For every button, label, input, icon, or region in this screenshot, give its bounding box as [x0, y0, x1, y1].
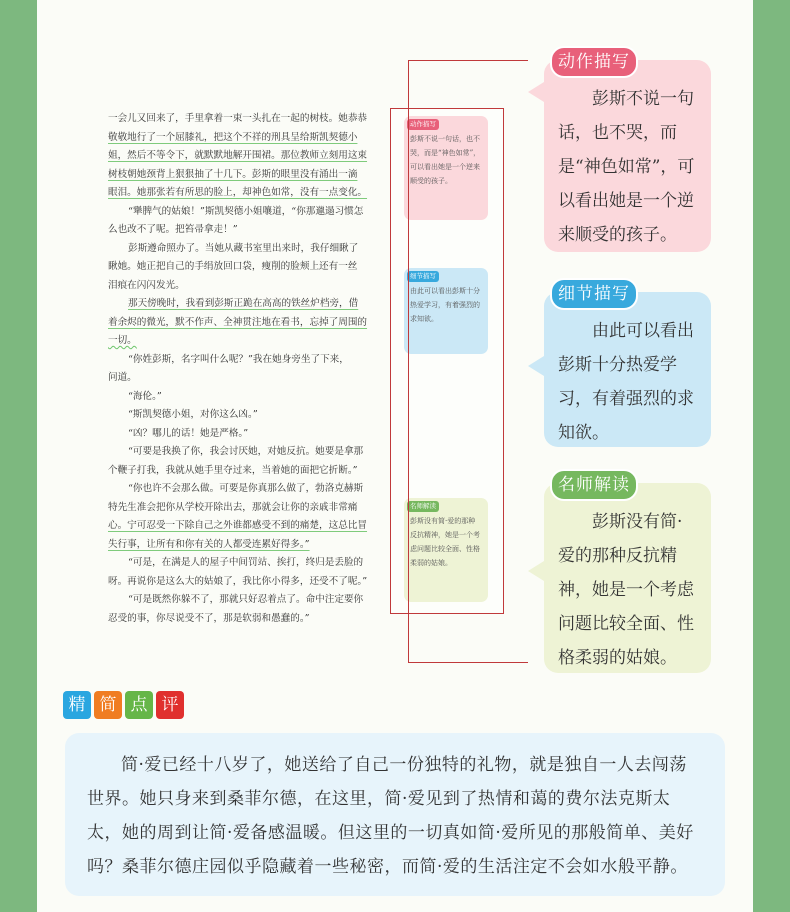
callout-text: 由此可以看出彭斯十分热爱学习，有着强烈的求知欲。 [558, 321, 694, 443]
review-header-char: 点 [125, 691, 153, 719]
text-line: 那天傍晚时，我看到彭斯正跪在高高的铁丝炉档旁，借 [128, 298, 359, 309]
text-line: “你姓彭斯，名字叫什么呢？”我在她身旁坐了下来， [128, 353, 349, 365]
text-line: 呀。再说你是这么大的姑娘了，我比你小得多，还受不了呢。” [108, 575, 368, 587]
text-line: 泪痕在闪闪发光。 [108, 279, 185, 291]
callout-teacher [544, 475, 711, 673]
text-line: 特先生准会把你从学校开除出去，那就会让你的亲戚非常痛 [108, 501, 358, 513]
text-line: 眼泪。她那张若有所思的脸上，却神色如常，没有一点变化。 [108, 187, 368, 198]
text-line: 么也改不了呢。把笞帚拿走！” [108, 224, 238, 235]
text-line: “海伦。” [128, 390, 162, 402]
callout-tag: 名师解读 [550, 469, 638, 501]
callout-text: 彭斯不说一句话，也不哭，而是“神色如常”，可以看出她是一个逆来顺受的孩子。 [558, 89, 695, 245]
mini-note-text: 彭斯没有简·爱的那种反抗精神，她是一个考虑问题比较全面、性格柔弱的姑娘。 [410, 517, 480, 567]
text-line: 个鞭子打我，我就从她手里夺过来，当着她的面把它折断。” [108, 464, 358, 476]
callout-pointer [528, 561, 544, 581]
text-line: 瞅她。她正把自己的手绢放回口袋，瘦削的脸颊上还有一丝 [108, 261, 358, 272]
text-line: 一切。 [108, 335, 137, 346]
review-header-char: 评 [156, 691, 184, 719]
text-line: “你也许不会那么做。可要是你真那么做了，勃洛克赫斯 [128, 483, 364, 494]
review-header-char: 精 [63, 691, 91, 719]
mini-note-text: 彭斯不说一句话，也不哭，而是“神色如常”，可以看出她是一个逆来顺受的孩子。 [410, 135, 481, 185]
mini-note-tag: 名师解读 [407, 501, 439, 512]
text-line: “可是，在满是人的屋子中间罚站、挨打，终归是丢脸的 [128, 557, 364, 568]
callout-pointer [528, 82, 544, 102]
callout-text: 彭斯没有简·爱的那种反抗精神，她是一个考虑问题比较全面、性格柔弱的姑娘。 [558, 512, 694, 668]
connector-line [408, 60, 528, 663]
text-line: 一会儿又回来了，手里拿着一束一头扎在一起的树枝。她恭恭 [108, 113, 368, 124]
text-line: “可是既然你躲不了，那就只好忍着点了。命中注定要你 [128, 594, 364, 605]
text-line: 姐，然后不等令下，就默默地解开围裙。那位教师立刻用这束 [108, 150, 368, 161]
callout-pointer [528, 356, 544, 376]
text-line: 彭斯遵命照办了。当她从藏书室里出来时，我仔细瞅了 [128, 242, 359, 254]
mini-note-tag: 动作描写 [407, 119, 439, 130]
text-line: 树枝朝她颈背上狠狠抽了十几下。彭斯的眼里没有涌出一滴 [108, 168, 358, 180]
text-line: “可要是我换了你，我会讨厌她，对她反抗。她要是拿那 [128, 446, 364, 457]
review-text: 简·爱已经十八岁了，她送给了自己一份独特的礼物，就是独自一人去闯荡世界。她只身来到桑菲尔德，在这里，简·爱见到了热情和蔼的费尔法克斯太太，她的周到让简·爱备感温暖。但这里的一切真如简·爱所见的那般简单、美好吗？桑菲尔德庄园似乎隐藏着一些秘密，而简·爱的生活注定不会如水般平静。 [65, 733, 725, 896]
text-line: 心。宁可忍受一下除自己之外谁都感受不到的痛楚，这总比冒 [108, 520, 368, 531]
callout-tag: 细节描写 [550, 278, 638, 310]
text-line: “斯凯契德小姐，对你这么凶。” [128, 409, 258, 420]
callout-detail [544, 284, 711, 447]
text-line: 敬敬地行了一个屈膝礼，把这个不祥的刑具呈给斯凯契德小 [108, 131, 358, 143]
review-header-char: 简 [94, 691, 122, 719]
mini-note-text: 由此可以看出彭斯十分热爱学习，有着强烈的求知欲。 [410, 287, 480, 323]
callout-action [544, 52, 711, 252]
text-line: 着余烬的微光，默不作声、全神贯注地在看书，忘掉了周围的 [108, 316, 368, 328]
callout-tag: 动作描写 [550, 46, 638, 78]
mini-note-tag: 细节描写 [407, 271, 439, 282]
main-text [108, 110, 393, 635]
text-line: “犟脾气的姑娘！”斯凯契德小姐嚷道，“你那邋遢习惯怎 [128, 205, 364, 217]
text-line: 问道。 [108, 372, 137, 383]
text-line: “凶？哪儿的话！她是严格。” [128, 427, 249, 439]
text-line: 忍受的事，你尽说受不了，那是软弱和愚蠢的。” [108, 612, 310, 624]
review-header [63, 691, 184, 719]
text-line: 失行事，让所有和你有关的人都受连累好得多。” [108, 538, 310, 550]
